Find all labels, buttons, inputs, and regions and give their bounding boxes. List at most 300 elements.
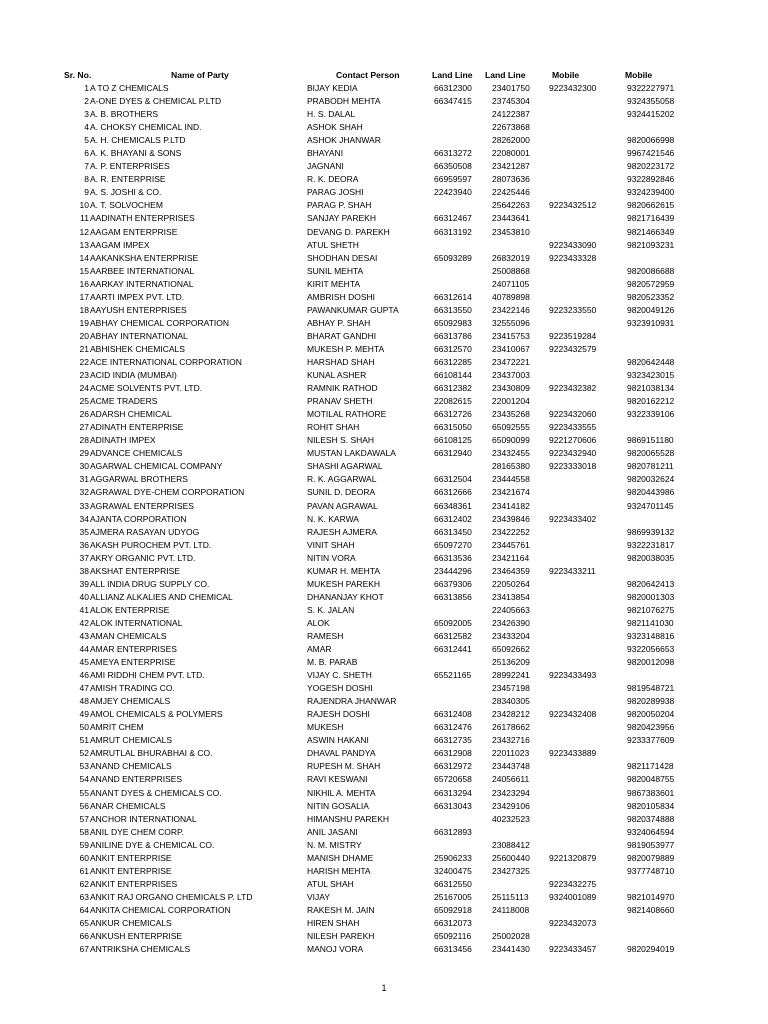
cell-mobile-2: 9322227971 (627, 83, 675, 93)
cell-sr-no: 39 (79, 578, 89, 589)
cell-sr-no: 57 (79, 813, 89, 824)
cell-contact-person: DHANANJAY KHOT (307, 591, 384, 602)
cell-land-line-2: 24118008 (492, 904, 530, 915)
table-row (0, 813, 768, 826)
cell-party-name: ACID INDIA (MUMBAI) (90, 370, 177, 381)
cell-land-line-2: 26832019 (492, 252, 530, 263)
cell-party-name: ACME SOLVENTS PVT. LTD. (90, 383, 203, 394)
cell-mobile-2: 9820423956 (627, 722, 675, 733)
cell-party-name: AKASH PUROCHEM PVT. LTD. (90, 539, 212, 550)
cell-party-name: ANCHOR INTERNATIONAL (90, 813, 197, 824)
cell-mobile-2: 9324064594 (627, 826, 675, 837)
cell-contact-person: S. K. JALAN (307, 604, 355, 615)
cell-party-name: ANIL DYE CHEM CORP. (90, 826, 184, 837)
cell-mobile-2: 9820289938 (627, 696, 675, 707)
cell-land-line-1: 65093289 (434, 252, 472, 263)
cell-mobile-1: 9221320879 (549, 852, 597, 863)
cell-land-line-2: 32555096 (492, 317, 530, 328)
cell-land-line-1: 66313272 (434, 148, 472, 159)
cell-land-line-1: 66312467 (434, 213, 472, 224)
cell-contact-person: MANOJ VORA (307, 944, 364, 955)
cell-party-name: A. K. BHAYANI & SONS (90, 148, 182, 159)
cell-land-line-1: 66312441 (434, 644, 472, 655)
table-row (0, 343, 768, 356)
cell-land-line-1: 25167005 (434, 891, 472, 902)
cell-party-name: ACME TRADERS (90, 396, 158, 407)
cell-contact-person: ASWIN HAKANI (307, 735, 369, 746)
cell-mobile-2: 9820662615 (627, 200, 675, 211)
cell-contact-person: KIRIT MEHTA (307, 278, 361, 289)
cell-mobile-2: 9820066998 (627, 135, 675, 146)
cell-mobile-1: 9223432512 (549, 200, 597, 211)
cell-sr-no: 38 (79, 565, 89, 576)
table-row (0, 826, 768, 839)
cell-land-line-2: 25115113 (492, 891, 529, 902)
cell-mobile-1: 9223433211 (549, 565, 596, 576)
cell-contact-person: MUKESH (307, 722, 344, 733)
table-row (0, 369, 768, 382)
page-number: 1 (381, 983, 387, 993)
cell-mobile-2: 9821076275 (627, 604, 675, 615)
cell-contact-person: ANIL JASANI (307, 826, 358, 837)
cell-sr-no: 64 (79, 904, 89, 915)
cell-sr-no: 62 (79, 878, 89, 889)
cell-mobile-2: 9820048755 (627, 774, 675, 785)
cell-mobile-1: 9223432300 (549, 83, 597, 93)
cell-land-line-2: 23427325 (492, 865, 530, 876)
cell-contact-person: RAKESH M. JAIN (307, 904, 375, 915)
cell-land-line-1: 66312582 (434, 630, 472, 641)
cell-sr-no: 23 (79, 370, 89, 381)
cell-party-name: AMAR ENTERPRISES (90, 644, 177, 655)
header-name-of-party: Name of Party (171, 70, 229, 80)
cell-contact-person: BIJAY KEDIA (307, 83, 358, 93)
cell-land-line-2: 23445761 (492, 539, 530, 550)
cell-land-line-2: 23422252 (492, 526, 530, 537)
cell-mobile-2: 9324701145 (627, 500, 674, 511)
cell-land-line-1: 22082615 (434, 396, 472, 407)
cell-sr-no: 56 (79, 800, 89, 811)
cell-land-line-1: 66313856 (434, 591, 472, 602)
cell-mobile-2: 9820012098 (627, 657, 675, 668)
cell-party-name: AAKANKSHA ENTERPRISE (90, 252, 199, 263)
cell-party-name: ANKITA CHEMICAL CORPORATION (90, 904, 231, 915)
cell-party-name: A. T. SOLVOCHEM (90, 200, 163, 211)
cell-sr-no: 44 (79, 644, 89, 655)
cell-party-name: A-ONE DYES & CHEMICAL P.LTD (90, 96, 222, 107)
cell-sr-no: 54 (79, 774, 89, 785)
cell-contact-person: RAMESH (307, 630, 344, 641)
cell-contact-person: N. M. MISTRY (307, 839, 362, 850)
cell-party-name: ADINATH IMPEX (90, 435, 156, 446)
cell-sr-no: 25 (79, 396, 89, 407)
cell-mobile-1: 9223433457 (549, 944, 597, 955)
cell-mobile-2: 9324239400 (627, 187, 675, 198)
cell-land-line-2: 24056611 (492, 774, 530, 785)
cell-party-name: ANKIT ENTERPRISE (90, 852, 172, 863)
cell-contact-person: DEVANG D. PAREKH (307, 226, 390, 237)
table-row (0, 278, 768, 291)
cell-land-line-1: 66312476 (434, 722, 472, 733)
cell-sr-no: 67 (79, 944, 89, 955)
cell-party-name: AAGAM IMPEX (90, 239, 150, 250)
cell-contact-person: HIMANSHU PAREKH (307, 813, 390, 824)
table-row (0, 656, 768, 669)
cell-party-name: AMI RIDDHI CHEM PVT. LTD. (90, 670, 205, 681)
cell-land-line-2: 28340305 (492, 696, 530, 707)
cell-contact-person: JAGNANI (307, 161, 344, 172)
cell-land-line-1: 66313043 (434, 800, 472, 811)
cell-land-line-2: 22080001 (492, 148, 530, 159)
cell-party-name: ANAR CHEMICALS (90, 800, 166, 811)
table-row (0, 747, 768, 760)
cell-contact-person: VIJAY (307, 891, 330, 902)
cell-party-name: AMRIT CHEM (90, 722, 144, 733)
cell-land-line-1: 66312893 (434, 826, 472, 837)
cell-mobile-2: 9819053977 (627, 839, 675, 850)
table-row (0, 395, 768, 408)
cell-contact-person: HARSHAD SHAH (307, 356, 375, 367)
cell-party-name: AGRAWAL DYE-CHEM CORPORATION (90, 487, 245, 498)
table-row (0, 330, 768, 343)
cell-mobile-2: 9820572959 (627, 278, 675, 289)
cell-sr-no: 10 (79, 200, 89, 211)
header-sr-no: Sr. No. (64, 70, 92, 80)
cell-mobile-2: 9821093231 (627, 239, 675, 250)
cell-mobile-2: 9322231817 (627, 539, 675, 550)
cell-sr-no: 40 (79, 591, 89, 602)
cell-sr-no: 9 (84, 187, 89, 198)
cell-sr-no: 63 (79, 891, 89, 902)
cell-party-name: AKSHAT ENTERPRISE (90, 565, 180, 576)
cell-sr-no: 14 (79, 252, 89, 263)
cell-sr-no: 22 (79, 356, 89, 367)
cell-contact-person: ASHOK JHANWAR (307, 135, 381, 146)
cell-party-name: AARKAY INTERNATIONAL (90, 278, 194, 289)
table-row (0, 108, 768, 121)
cell-land-line-2: 23415753 (492, 330, 530, 341)
cell-land-line-2: 22011023 (492, 748, 530, 759)
cell-land-line-2: 23421287 (492, 161, 530, 172)
table-row (0, 839, 768, 852)
cell-sr-no: 50 (79, 722, 89, 733)
cell-sr-no: 26 (79, 409, 89, 420)
cell-contact-person: PRABODH MEHTA (307, 96, 381, 107)
cell-mobile-1: 9223433090 (549, 239, 597, 250)
cell-party-name: ABHAY CHEMICAL CORPORATION (90, 317, 230, 328)
cell-land-line-2: 23429106 (492, 800, 530, 811)
table-row (0, 773, 768, 786)
table-row (0, 186, 768, 199)
cell-sr-no: 55 (79, 787, 89, 798)
cell-land-line-2: 23439846 (492, 513, 530, 524)
cell-sr-no: 2 (84, 96, 89, 107)
cell-contact-person: NILESH S. SHAH (307, 435, 375, 446)
cell-mobile-2: 9821014970 (627, 891, 675, 902)
cell-land-line-2: 24071105 (492, 278, 530, 289)
cell-sr-no: 6 (84, 148, 89, 159)
cell-party-name: AGRAWAL ENTERPRISES (90, 500, 194, 511)
cell-sr-no: 7 (84, 161, 89, 172)
cell-sr-no: 51 (79, 735, 89, 746)
table-row (0, 82, 768, 95)
cell-sr-no: 45 (79, 657, 89, 668)
cell-sr-no: 29 (79, 448, 89, 459)
cell-land-line-2: 22673868 (492, 122, 530, 133)
cell-party-name: ADARSH CHEMICAL (90, 409, 172, 420)
cell-land-line-1: 66313294 (434, 787, 472, 798)
cell-contact-person: NITIN VORA (307, 552, 356, 563)
cell-land-line-1: 66312666 (434, 487, 472, 498)
cell-land-line-2: 23401750 (492, 83, 530, 93)
table-row (0, 878, 768, 891)
cell-party-name: AMJEY CHEMICALS (90, 696, 171, 707)
cell-party-name: AARBEE INTERNATIONAL (90, 265, 195, 276)
table-row (0, 943, 768, 956)
table-row (0, 734, 768, 747)
cell-sr-no: 1 (84, 83, 89, 93)
cell-party-name: A TO Z CHEMICALS (90, 83, 169, 93)
cell-sr-no: 3 (84, 109, 89, 120)
cell-contact-person: MANISH DHAME (307, 852, 374, 863)
table-row (0, 226, 768, 239)
cell-mobile-2: 9233377609 (627, 735, 675, 746)
cell-mobile-2: 9821466349 (627, 226, 675, 237)
cell-mobile-1: 9223432073 (549, 918, 597, 928)
cell-contact-person: AMBRISH DOSHI (307, 291, 376, 302)
cell-contact-person: BHAYANI (307, 148, 344, 159)
cell-contact-person: PAWANKUMAR GUPTA (307, 304, 399, 315)
cell-land-line-1: 66313550 (434, 304, 472, 315)
cell-contact-person: ATUL SHETH (307, 239, 359, 250)
cell-party-name: AJMERA RASAYAN UDYOG (90, 526, 200, 537)
cell-party-name: ALL INDIA DRUG SUPPLY CO. (90, 578, 210, 589)
cell-land-line-2: 23421164 (492, 552, 530, 563)
cell-party-name: AGGARWAL BROTHERS (90, 474, 188, 485)
cell-mobile-2: 9821408660 (627, 904, 675, 915)
cell-mobile-2: 9323910931 (627, 317, 675, 328)
cell-mobile-2: 9869151180 (627, 435, 674, 446)
table-row (0, 121, 768, 134)
cell-party-name: ALOK ENTERPRISE (90, 604, 170, 615)
cell-land-line-2: 22050264 (492, 578, 530, 589)
cell-land-line-2: 24122387 (492, 109, 530, 120)
cell-land-line-2: 22425446 (492, 187, 530, 198)
cell-mobile-2: 9820374888 (627, 813, 675, 824)
table-row (0, 421, 768, 434)
cell-mobile-2: 9867383601 (627, 787, 675, 798)
table-row (0, 134, 768, 147)
cell-mobile-2: 9820294019 (627, 944, 675, 955)
cell-contact-person: MUKESH P. MEHTA (307, 343, 385, 354)
cell-contact-person: SHASHI AGARWAL (307, 461, 383, 472)
cell-contact-person: MOTILAL RATHORE (307, 409, 387, 420)
cell-land-line-1: 66313456 (434, 944, 472, 955)
cell-mobile-2: 9819548721 (627, 683, 675, 694)
cell-land-line-2: 23441430 (492, 944, 530, 955)
cell-party-name: ANKUR CHEMICALS (90, 918, 172, 928)
cell-mobile-1: 9223233550 (549, 304, 597, 315)
table-header (0, 69, 768, 82)
cell-party-name: ANKIT ENTERPRISES (90, 878, 178, 889)
cell-sr-no: 37 (79, 552, 89, 563)
cell-party-name: AGARWAL CHEMICAL COMPANY (90, 461, 223, 472)
cell-mobile-2: 9820523352 (627, 291, 675, 302)
cell-contact-person: M. B. PARAB (307, 657, 358, 668)
cell-mobile-2: 9820032624 (627, 474, 675, 485)
cell-sr-no: 12 (79, 226, 89, 237)
cell-land-line-1: 66312550 (434, 878, 472, 889)
cell-party-name: A. R. ENTERPRISE (90, 174, 166, 185)
table-row (0, 643, 768, 656)
cell-sr-no: 35 (79, 526, 89, 537)
cell-contact-person: YOGESH DOSHI (307, 683, 373, 694)
cell-mobile-2: 9820781211 (627, 461, 674, 472)
table-row (0, 526, 768, 539)
cell-mobile-2: 9821171428 (627, 761, 674, 772)
cell-sr-no: 42 (79, 617, 89, 628)
cell-land-line-2: 25008868 (492, 265, 530, 276)
cell-sr-no: 48 (79, 696, 89, 707)
cell-land-line-1: 66108144 (434, 370, 472, 381)
table-row (0, 578, 768, 591)
cell-contact-person: R. K. DEORA (307, 174, 359, 185)
cell-land-line-1: 66312570 (434, 343, 472, 354)
header-mobile-2: Mobile (625, 70, 653, 80)
cell-land-line-1: 66312402 (434, 513, 472, 524)
cell-contact-person: HIREN SHAH (307, 918, 360, 928)
cell-land-line-2: 23435268 (492, 409, 530, 420)
table-row (0, 500, 768, 513)
cell-contact-person: RUPESH M. SHAH (307, 761, 381, 772)
table-row (0, 473, 768, 486)
cell-contact-person: RAVI KESWANI (307, 774, 368, 785)
cell-mobile-1: 9223432382 (549, 383, 597, 394)
cell-land-line-1: 65097270 (434, 539, 472, 550)
cell-sr-no: 41 (79, 604, 89, 615)
table-row (0, 904, 768, 917)
cell-land-line-2: 23443641 (492, 213, 530, 224)
cell-sr-no: 13 (79, 239, 89, 250)
cell-land-line-1: 66312972 (434, 761, 472, 772)
cell-party-name: A. CHOKSY CHEMICAL IND. (90, 122, 202, 133)
cell-mobile-2: 9869939132 (627, 526, 675, 537)
cell-contact-person: ALOK (307, 617, 330, 628)
cell-land-line-2: 28165380 (492, 461, 530, 472)
cell-mobile-2: 9820001303 (627, 591, 675, 602)
cell-land-line-1: 66313192 (434, 226, 472, 237)
party-table-body (0, 82, 768, 956)
cell-sr-no: 20 (79, 330, 89, 341)
cell-land-line-1: 65092116 (434, 931, 472, 942)
cell-land-line-1: 66312735 (434, 735, 472, 746)
cell-contact-person: RAJESH AJMERA (307, 526, 377, 537)
cell-land-line-1: 66313786 (434, 330, 472, 341)
table-row (0, 95, 768, 108)
cell-land-line-2: 25002028 (492, 931, 530, 942)
cell-sr-no: 66 (79, 931, 89, 942)
cell-party-name: ACE INTERNATIONAL CORPORATION (90, 356, 242, 367)
cell-contact-person: RAMNIK RATHOD (307, 383, 378, 394)
cell-sr-no: 59 (79, 839, 89, 850)
cell-mobile-1: 9223433402 (549, 513, 597, 524)
cell-party-name: AMRUT CHEMICALS (90, 735, 173, 746)
table-row (0, 708, 768, 721)
cell-contact-person: AMAR (307, 644, 332, 655)
cell-contact-person: RAJENDRA JHANWAR (307, 696, 397, 707)
cell-contact-person: SHODHAN DESAI (307, 252, 378, 263)
cell-party-name: ANAND CHEMICALS (90, 761, 172, 772)
cell-contact-person: NIKHIL A. MEHTA (307, 787, 376, 798)
cell-land-line-2: 23432455 (492, 448, 530, 459)
cell-land-line-2: 23422146 (492, 304, 530, 315)
cell-land-line-2: 23432716 (492, 735, 530, 746)
cell-mobile-2: 9821038134 (627, 383, 675, 394)
table-row (0, 800, 768, 813)
table-row (0, 434, 768, 447)
cell-sr-no: 33 (79, 500, 89, 511)
cell-contact-person: N. K. KARWA (307, 513, 359, 524)
cell-sr-no: 11 (80, 213, 89, 224)
cell-mobile-2: 9322892846 (627, 174, 675, 185)
cell-sr-no: 18 (79, 304, 89, 315)
cell-party-name: A. P. ENTERPRISES (90, 161, 170, 172)
cell-party-name: A. H. CHEMICALS P.LTD (90, 135, 186, 146)
cell-mobile-2: 9820049126 (627, 304, 675, 315)
cell-party-name: ADINATH ENTERPRISE (90, 422, 184, 433)
cell-party-name: ABHISHEK CHEMICALS (90, 343, 185, 354)
cell-contact-person: SUNIL MEHTA (307, 265, 364, 276)
cell-contact-person: ROHIT SHAH (307, 422, 360, 433)
cell-land-line-1: 66959597 (434, 174, 472, 185)
cell-land-line-2: 23444558 (492, 474, 530, 485)
cell-sr-no: 24 (79, 383, 89, 394)
cell-party-name: ALLIANZ ALKALIES AND CHEMICAL (90, 591, 233, 602)
cell-mobile-1: 9223432408 (549, 709, 597, 720)
cell-mobile-2: 9820223172 (627, 161, 675, 172)
cell-sr-no: 52 (79, 748, 89, 759)
header-contact-person: Contact Person (336, 70, 400, 80)
cell-land-line-2: 65092555 (492, 422, 530, 433)
cell-land-line-1: 66350508 (434, 161, 472, 172)
cell-party-name: AARTI IMPEX PVT. LTD. (90, 291, 185, 302)
cell-contact-person: PARAG P. SHAH (307, 200, 372, 211)
cell-sr-no: 27 (79, 422, 89, 433)
cell-sr-no: 46 (79, 670, 89, 681)
cell-land-line-2: 65092662 (492, 644, 530, 655)
cell-land-line-1: 66313536 (434, 552, 472, 563)
cell-contact-person: SANJAY PAREKH (307, 213, 376, 224)
cell-sr-no: 36 (79, 539, 89, 550)
cell-land-line-1: 66348361 (434, 500, 472, 511)
cell-contact-person: VINIT SHAH (307, 539, 355, 550)
table-row (0, 199, 768, 212)
cell-land-line-1: 66312614 (434, 291, 472, 302)
cell-contact-person: NILESH PAREKH (307, 931, 375, 942)
cell-mobile-2: 9820105834 (627, 800, 675, 811)
cell-mobile-2: 9820065528 (627, 448, 675, 459)
cell-contact-person: RAJESH DOSHI (307, 709, 370, 720)
table-row (0, 304, 768, 317)
cell-party-name: ANKUSH ENTERPRISE (90, 931, 183, 942)
cell-land-line-2: 23457198 (492, 683, 530, 694)
table-row (0, 291, 768, 304)
cell-land-line-2: 23453810 (492, 226, 530, 237)
cell-land-line-1: 66315050 (434, 422, 472, 433)
cell-mobile-1: 9223433328 (549, 252, 597, 263)
cell-mobile-2: 9820050204 (627, 709, 675, 720)
cell-mobile-1: 9223519284 (549, 330, 597, 341)
